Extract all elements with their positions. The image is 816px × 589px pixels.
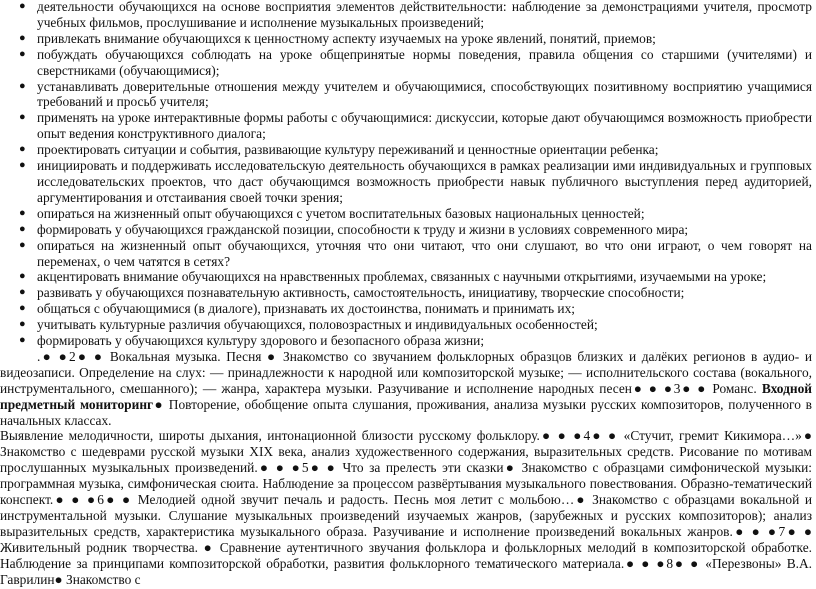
list-item: [0, 47, 812, 79]
list-item: [0, 206, 812, 222]
list-item-text: опираться на жизненный опыт обучающихся, уточняя что они читают, что они слушают, во что они играют, о чем говорят на переменах, о чем чатятся в сетях?: [37, 237, 812, 269]
list-item-text: деятельности обучающихся на основе восприятия элементов действительности: наблюдение за демонстрациями учителя, просмотр учебных фильмов, прослушивание и исполнение музыкальных произведений;: [37, 0, 812, 30]
list-item: [0, 301, 812, 317]
list-item-text: общаться с обучающимися (в диалоге), признавать их достоинства, понимать и принимать их;: [37, 301, 575, 317]
list-item-text: применять на уроке интерактивные формы работы с обучающимися: дискуссии, которые дают обучающимся возможность приобрести опыт ведения конструктивного диалога;: [37, 110, 812, 142]
bullet-icon: ●: [19, 31, 26, 44]
list-item-text: формировать у обучающихся гражданской позиции, способности к труду и жизни в условиях современного мира;: [37, 221, 689, 237]
list-item: [0, 158, 812, 206]
bullet-icon: ●: [19, 302, 26, 315]
bullet-icon: ●: [19, 143, 26, 156]
list-item-text: развивать у обучающихся познавательную активность, самостоятельность, инициативу, творческие способности;: [37, 285, 685, 301]
monitoring-heading: Входной предметный мониторинг: [0, 380, 812, 412]
bullet-icon: ●: [19, 47, 26, 60]
list-item: [0, 79, 812, 111]
bullet-icon: ●: [19, 238, 26, 251]
list-item: [0, 222, 812, 238]
lesson-paragraph-1: [0, 349, 812, 429]
list-item-text: акцентировать внимание обучающихся на нравственных проблемах, связанных с научными открытиями, изучаемыми на уроке;: [37, 269, 767, 285]
lesson-paragraph-2: Выявление мелодичности, широты дыхания, интонационной близости русскому фольклору.● ● ●4● ● «Стучит, гремит Кикимора…»● Знакомство с шедеврами русской музыки XIX века, анализ художественного содержания, выразительных средств. Рисование по мотивам прослушанных музыкальных произведений.● ● ●5● ● Что за прелесть эти сказки● Знакомство с образцами симфонической музыки: программная музыка, симфоническая сюита. Наблюдение за процессом развёртывания музыкального повествования. Образно-тематический конспект.● ● ●6● ● Мелодией одной звучит печаль и радость. Песнь моя летит с мольбою…● Знакомство с образцами вокальной и инструментальной музыки. Слушание музыкальных произведений изучаемых жанров, (зарубежных и русских композиторов); анализ выразительных средств, характеристика музыкального образа. Разучивание и исполнение произведений вокальных жанров.● ● ●7● ● Живительный родник творчества. ● Сравнение аутентичного звучания фольклора и фольклорных мелодий в композиторской обработке. Наблюдение за принципами композиторской обработки, развития фольклорного тематического материала.● ● ●8● ● «Перезвоны» В.А. Гаврилин● Знакомство с: [0, 428, 812, 587]
bullet-icon: ●: [19, 318, 26, 331]
paragraph-lead: .● ●2● ● Вокальная музыка. Песня ● Знакомство со звучанием фольклорных образцов близких и далёких регионов в аудио- и видеозаписи. Определение на слух: — принадлежности к народной или композиторской музыке; — исполнительского состава (вокального, инструментального, смешанного); — жанра, характера музыки. Разучивание и исполнение народных песен● ● ●3● ● Романс.: [0, 348, 812, 396]
bullet-icon: ●: [19, 286, 26, 299]
list-item: [0, 31, 812, 47]
list-item: [0, 238, 812, 270]
list-item-text: проектировать ситуации и события, развивающие культуру переживаний и ценностные ориентации ребенка;: [37, 142, 659, 158]
bullet-icon: ●: [19, 222, 26, 235]
list-item-text: опираться на жизненный опыт обучающихся с учетом воспитательных базовых национальных ценностей;: [37, 205, 645, 221]
list-item-text: формировать у обучающихся культуру здорового и безопасного образа жизни;: [37, 333, 485, 349]
bullet-icon: ●: [19, 270, 26, 283]
list-item: [0, 333, 812, 349]
bullet-icon: ●: [19, 206, 26, 219]
bullet-icon: ●: [19, 111, 26, 124]
list-item: [0, 285, 812, 301]
list-item: [0, 142, 812, 158]
list-item-text: учитывать культурные различия обучающихся, половозрастных и индивидуальных особенностей;: [37, 317, 598, 333]
bullet-icon: ●: [19, 79, 26, 92]
list-item: [0, 269, 812, 285]
list-item-text: инициировать и поддерживать исследовательскую деятельность обучающихся в рамках реализации ими индивидуальных и групповых исследовательских проектов, что даст обучающимся возможность приобрести навык публичного выступления перед аудиторией, аргументирования и отстаивания своей точки зрения;: [37, 158, 812, 205]
list-item: [0, 110, 812, 142]
bullet-icon: ●: [19, 334, 26, 347]
bullet-icon: ●: [19, 0, 26, 12]
list-item-text: привлекать внимание обучающихся к ценностному аспекту изучаемых на уроке явлений, понятий, приемов;: [37, 30, 656, 46]
list-item: [0, 0, 812, 31]
list-item: [0, 317, 812, 333]
list-item-text: устанавливать доверительные отношения между учителем и обучающимися, способствующих позитивному восприятию учащимися требований и просьб учителя;: [37, 78, 812, 110]
bullet-icon: ●: [19, 159, 26, 172]
list-item-text: побуждать обучающихся соблюдать на уроке общепринятые нормы поведения, правила общения со старшими (учителями) и сверстниками (обучающимися);: [37, 46, 812, 78]
paragraph-tail: ● Повторение, обобщение опыта слушания, проживания, анализа музыки русских композиторов, полученного в начальных классах.: [0, 396, 812, 428]
